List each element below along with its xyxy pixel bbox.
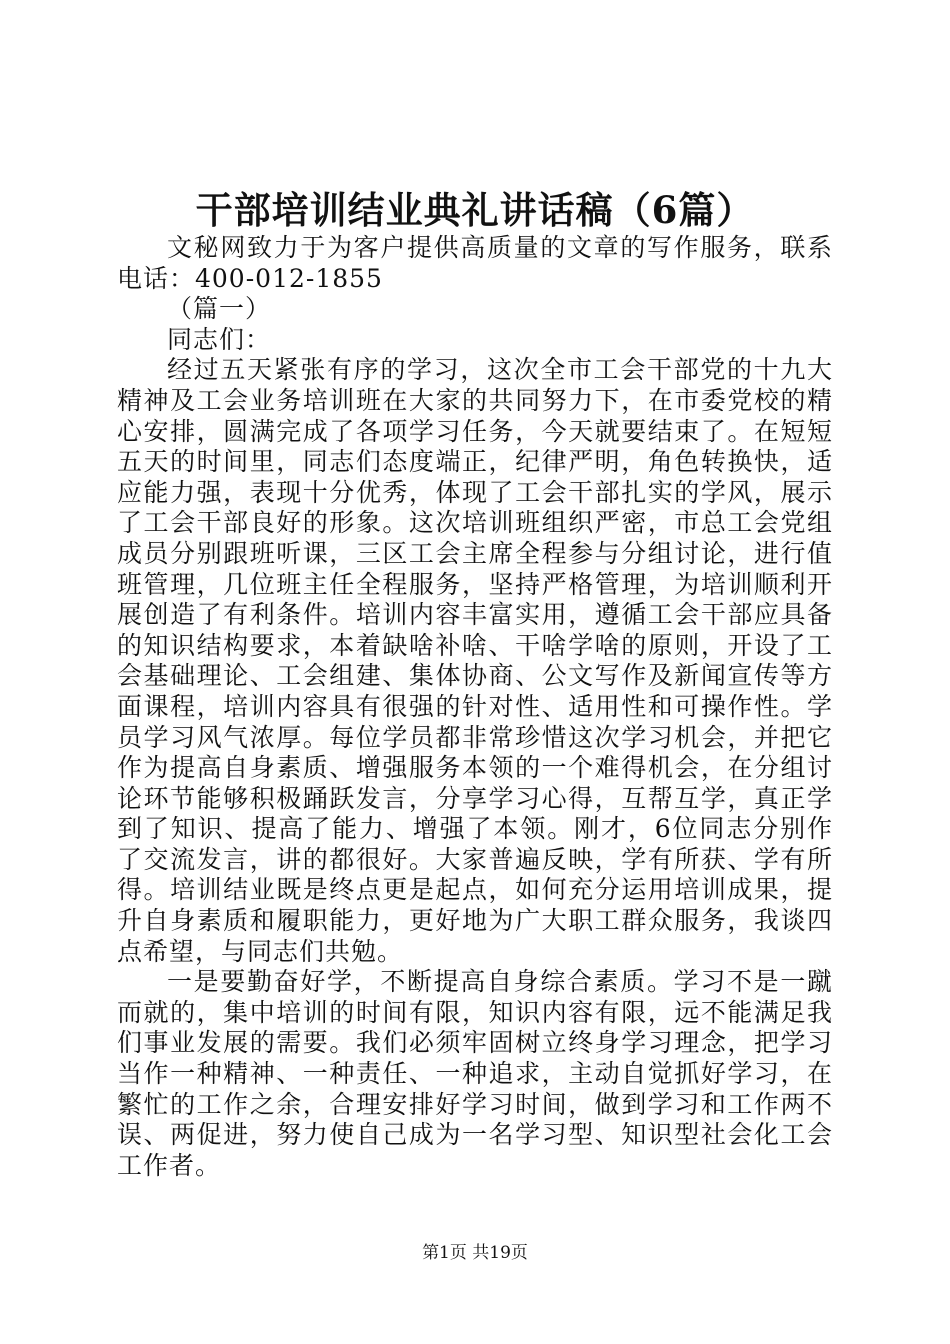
paragraph-point-one: 一是要勤奋好学，不断提高自身综合素质。学习不是一蹴而就的，集中培训的时间有限，知识内容有限，远不能满足我们事业发展的需要。我们必须牢固树立终身学习理念，把学习当作一种精神、一种责任、一种追求，主动自觉抓好学习，在繁忙的工作之余，合理安排好学习时间，做到学习和工作两不误、两促进，努力使自己成为一名学习型、知识型社会化工会工作者。 [117, 967, 833, 1180]
document-title: 干部培训结业典礼讲话稿（6篇） [195, 188, 755, 232]
paragraph-section-label: （篇一） [167, 294, 272, 324]
paragraph-main: 经过五天紧张有序的学习，这次全市工会干部党的十九大精神及工会业务培训班在大家的共同努力下，在市委党校的精心安排，圆满完成了各项学习任务，今天就要结束了。在短短五天的时间里，同志们态度端正，纪律严明，角色转换快，适应能力强，表现十分优秀，体现了工会干部扎实的学风，展示了工会干部良好的形象。这次培训班组织严密，市总工会党组成员分别跟班听课，三区工会主席全程参与分组讨论，进行值班管理，几位班主任全程服务，坚持严格管理，为培训顺利开展创造了有利条件。培训内容丰富实用，遵循工会干部应具备的知识结构要求，本着缺啥补啥、干啥学啥的原则，开设了工会基础理论、工会组建、集体协商、公文写作及新闻宣传等方面课程，培训内容具有很强的针对性、适用性和可操作性。学员学习风气浓厚。每位学员都非常珍惜这次学习机会，并把它作为提高自身素质、增强服务本领的一个难得机会，在分组讨论环节能够积极踊跃发言，分享学习心得，互帮互学，真正学到了知识、提高了能力、增强了本领。刚才，6位同志分别作了交流发言，讲的都很好。大家普遍反映，学有所获、学有所得。培训结业既是终点更是起点，如何充分运用培训成果，提升自身素质和履职能力，更好地为广大职工群众服务，我谈四点希望，与同志们共勉。 [117, 355, 833, 966]
document-body [117, 233, 833, 1181]
paragraph-salutation: 同志们： [167, 324, 272, 354]
paragraph-intro: 文秘网致力于为客户提供高质量的文章的写作服务，联系电话：400-012-1855 [117, 233, 833, 293]
page-number: 第1页 共19页 [422, 1243, 528, 1263]
